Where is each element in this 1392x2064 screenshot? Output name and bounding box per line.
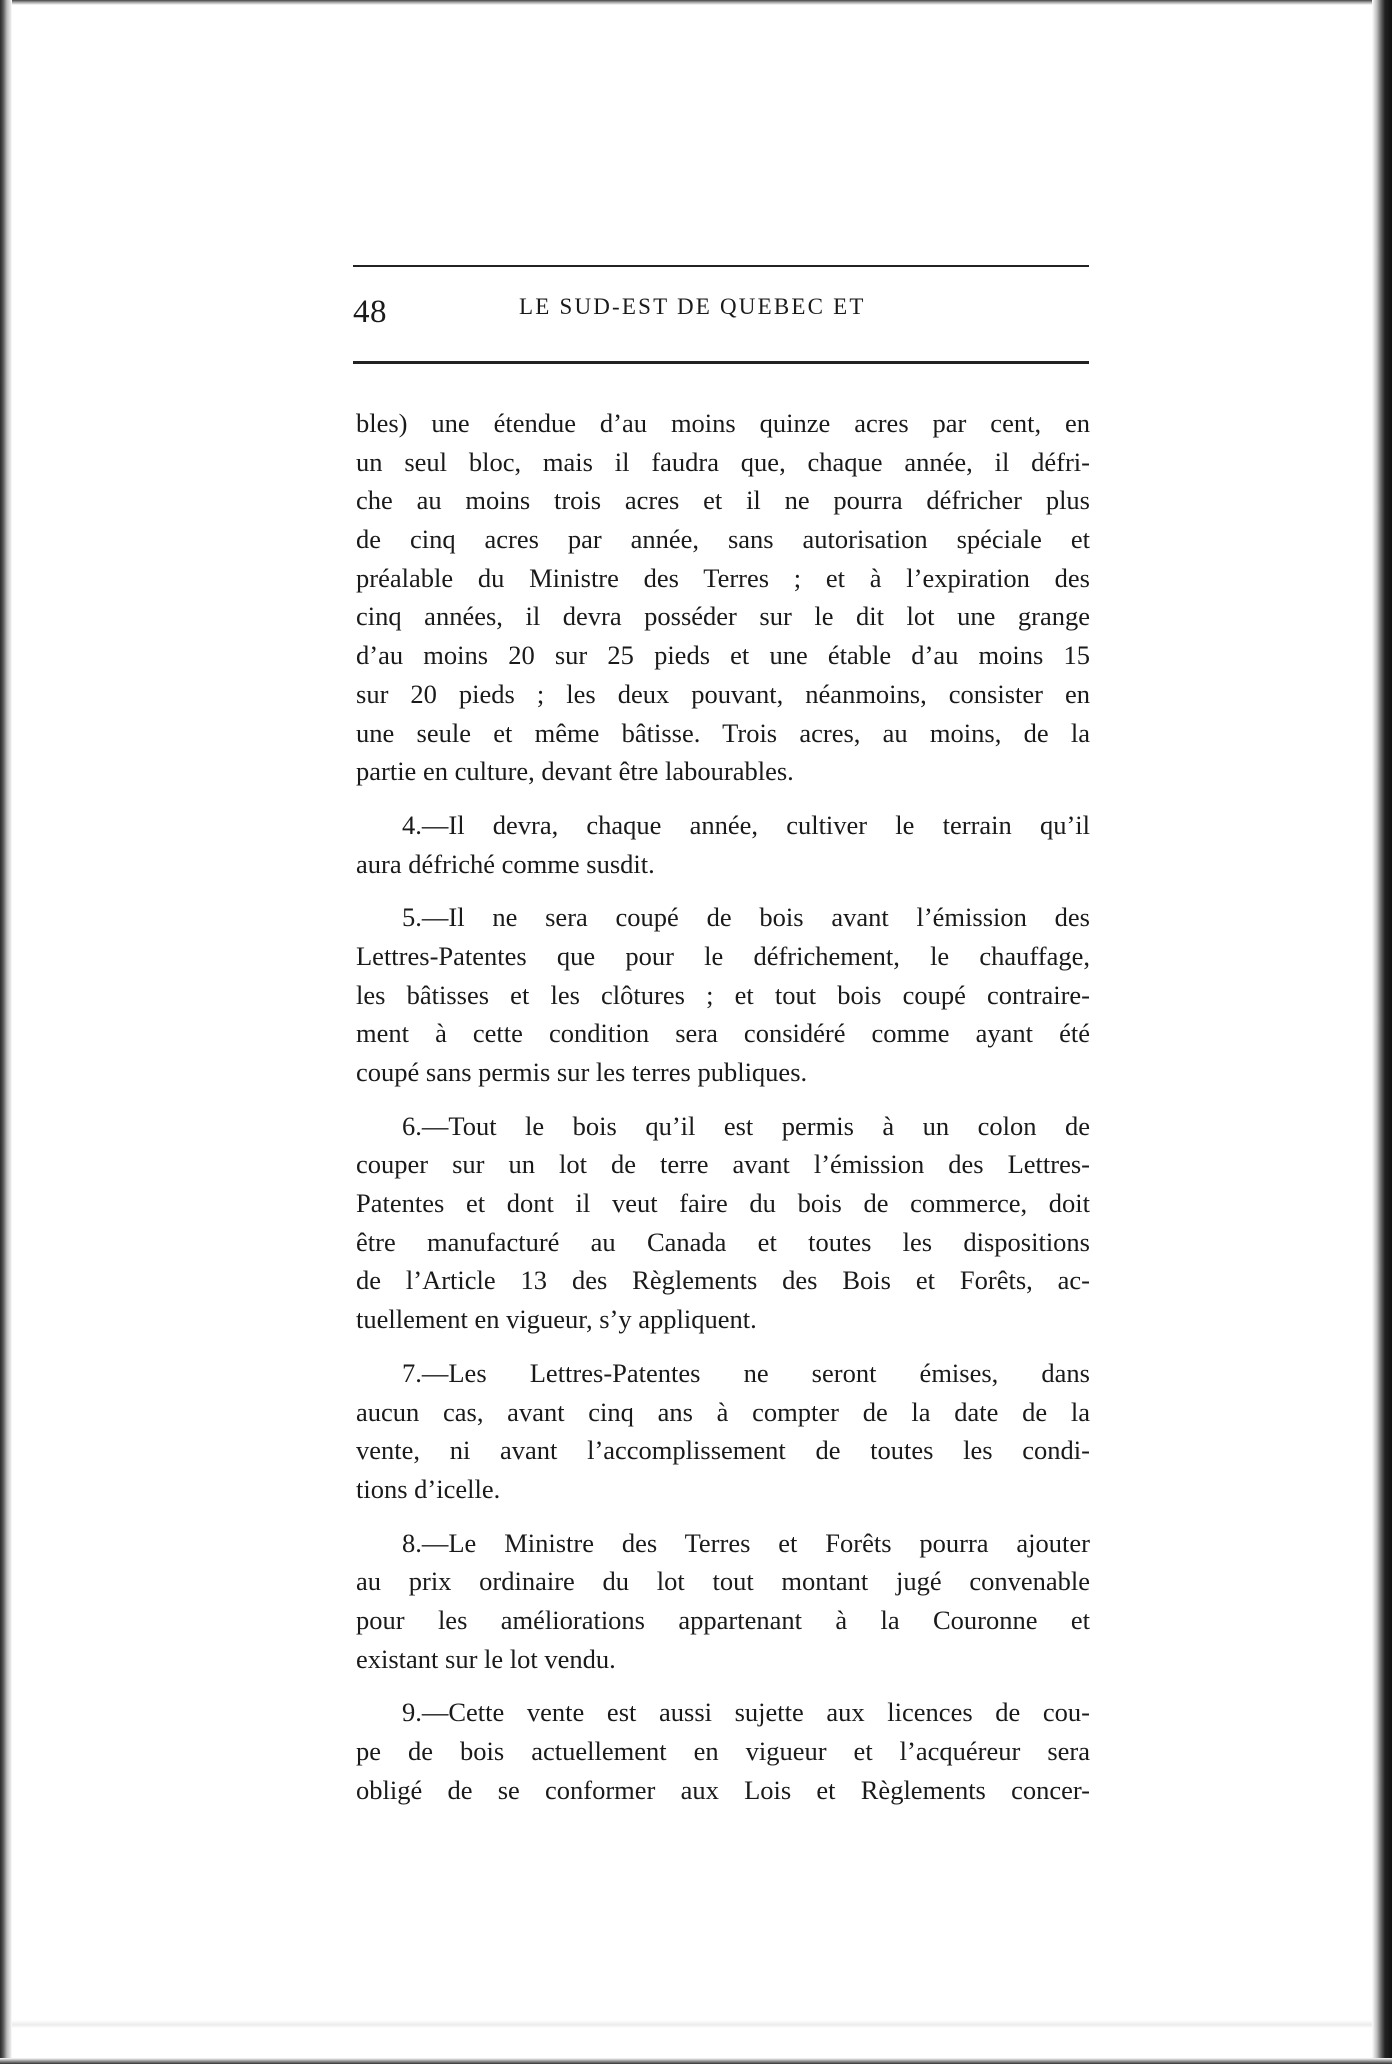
- text-line: 4.—Il devra, chaque année, cultiver le terrain qu’il: [402, 809, 1090, 840]
- paragraph-continuation: [356, 404, 1090, 791]
- text-line: bles) une étendue d’au moins quinze acres par cent, en: [356, 408, 1090, 438]
- text-line: partie en culture, devant être labourables.: [356, 756, 794, 787]
- running-head: [353, 282, 1089, 342]
- text-line: 5.—Il ne sera coupé de bois avant l’émission des: [402, 902, 1090, 933]
- text-line: vente, ni avant l’accomplissement de toutes les condi-: [356, 1435, 1090, 1466]
- text-line: préalable du Ministre des Terres ; et à l’expiration des: [356, 562, 1090, 593]
- scan-top-edge: [0, 0, 1392, 5]
- scan-bottom-shadow: [12, 2020, 1372, 2028]
- paragraph-article-8: [356, 1524, 1090, 1679]
- text-line: cinq années, il devra posséder sur le dit lot une grange: [356, 601, 1090, 632]
- running-title: LE SUD-EST DE QUEBEC ET: [519, 294, 866, 319]
- scan-bottom-edge: [0, 2058, 1392, 2064]
- text-line: d’au moins 20 sur 25 pieds et une étable d’au moins 15: [356, 640, 1090, 671]
- text-line: Patentes et dont il veut faire du bois de commerce, doit: [356, 1188, 1090, 1219]
- text-line: un seul bloc, mais il faudra que, chaque année, il défri-: [356, 446, 1090, 477]
- text-line: pe de bois actuellement en vigueur et l’acquéreur sera: [356, 1736, 1090, 1766]
- header-rule-bottom: [353, 361, 1089, 364]
- text-line: 7.—Les Lettres-Patentes ne seront émises, dans: [402, 1357, 1090, 1388]
- paragraph-article-7: [356, 1354, 1090, 1509]
- paragraph-article-5: [356, 898, 1090, 1091]
- scan-right-edge: [1372, 0, 1392, 2064]
- header-rule-top: [353, 265, 1089, 267]
- text-line: obligé de se conformer aux Lois et Règlements concer-: [356, 1774, 1090, 1805]
- scan-left-edge: [0, 0, 12, 2064]
- paragraph-article-4: [356, 806, 1090, 883]
- text-line: tuellement en vigueur, s’y appliquent.: [356, 1304, 757, 1335]
- paragraph-article-6: [356, 1107, 1090, 1339]
- text-line: sur 20 pieds ; les deux pouvant, néanmoins, consister en: [356, 678, 1090, 709]
- text-line: 9.—Cette vente est aussi sujette aux licences de cou-: [402, 1697, 1090, 1728]
- text-line: coupé sans permis sur les terres publiques.: [356, 1057, 808, 1087]
- text-line: aucun cas, avant cinq ans à compter de la date de la: [356, 1396, 1090, 1427]
- text-line: ment à cette condition sera considéré comme ayant été: [356, 1018, 1090, 1049]
- text-line: Lettres-Patentes que pour le défrichement, le chauffage,: [356, 940, 1090, 971]
- text-line: aura défriché comme susdit.: [356, 848, 655, 879]
- paragraph-article-9: [356, 1693, 1090, 1809]
- page-number: 48: [353, 294, 387, 330]
- text-line: existant sur le lot vendu.: [356, 1643, 616, 1674]
- text-line: de l’Article 13 des Règlements des Bois et Forêts, ac-: [356, 1265, 1090, 1296]
- text-line: les bâtisses et les clôtures ; et tout bois coupé contraire-: [356, 979, 1090, 1010]
- text-line: che au moins trois acres et il ne pourra défricher plus: [356, 485, 1090, 516]
- text-line: de cinq acres par année, sans autorisation spéciale et: [356, 524, 1090, 555]
- text-line: pour les améliorations appartenant à la Couronne et: [356, 1604, 1090, 1635]
- text-line: 8.—Le Ministre des Terres et Forêts pourra ajouter: [402, 1527, 1090, 1558]
- body-text: [356, 404, 1090, 1809]
- text-line: une seule et même bâtisse. Trois acres, au moins, de la: [356, 717, 1090, 748]
- text-line: couper sur un lot de terre avant l’émission des Lettres-: [356, 1149, 1090, 1180]
- text-line: tions d’icelle.: [356, 1473, 501, 1504]
- text-line: au prix ordinaire du lot tout montant jugé convenable: [356, 1566, 1090, 1597]
- text-line: 6.—Tout le bois qu’il est permis à un colon de: [402, 1110, 1090, 1141]
- text-line: être manufacturé au Canada et toutes les dispositions: [356, 1226, 1090, 1257]
